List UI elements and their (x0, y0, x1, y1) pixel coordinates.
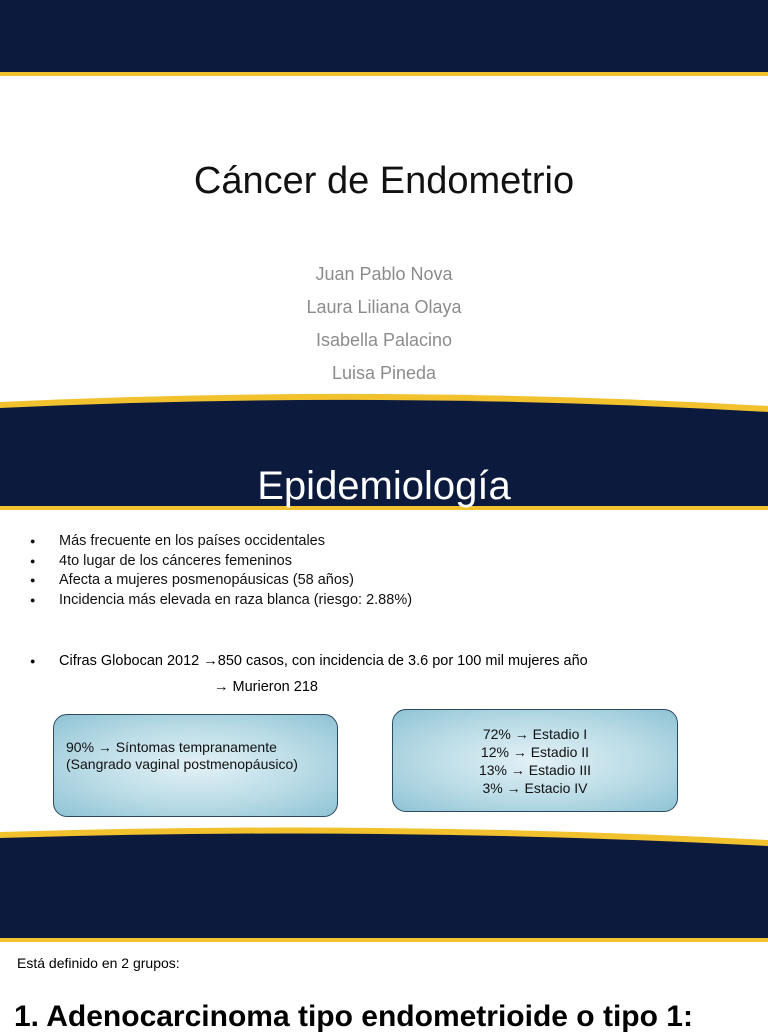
stage-line: 13% → Estadio III (478, 762, 592, 778)
slide-title (0, 0, 768, 432)
slide2-title: Epidemiología (257, 464, 511, 508)
stage-line: 72% → Estadio I (482, 726, 588, 742)
box-line: 90% → Síntomas tempranamente (66, 739, 277, 755)
symptoms-box (53, 714, 338, 817)
stages-box (392, 709, 678, 812)
slide3-intro: Está definido en 2 grupos: (17, 955, 180, 971)
deaths-line: → Murieron 218 (214, 679, 318, 695)
slide3-heading: 1. Adenocarcinoma tipo endometrioide o tipo 1: (14, 1000, 693, 1033)
stage-line: 12% → Estadio II (480, 744, 590, 760)
globocan-bullet: ● Cifras Globocan 2012 →850 casos, con incidencia de 3.6 por 100 mil mujeres año (30, 652, 588, 671)
author: Isabella Palacino (315, 330, 453, 350)
bottom-wave (0, 392, 768, 432)
author: Laura Liliana Olaya (306, 297, 462, 317)
bullet-item: ● Afecta a mujeres posmenopáusicas (58 años) (30, 571, 412, 591)
slide2-bottom-wave (0, 826, 768, 866)
bullet-item: ● Incidencia más elevada en raza blanca (riesgo: 2.88%) (30, 591, 412, 611)
header-gold-stripe (0, 72, 768, 76)
header-band (0, 0, 768, 72)
slide3-header-band (0, 866, 768, 938)
epidemiology-bullets (30, 532, 412, 610)
presentation-title: Cáncer de Endometrio (193, 160, 575, 202)
box-line: (Sangrado vaginal postmenopáusico) (66, 756, 298, 772)
author: Juan Pablo Nova (315, 264, 453, 284)
bullet-item: ● Más frecuente en los países occidentales (30, 532, 412, 552)
stage-line: 3% → Estacio IV (482, 780, 588, 796)
bullet-item: ● 4to lugar de los cánceres femeninos (30, 552, 412, 572)
author-list (0, 258, 768, 390)
author: Luisa Pineda (331, 363, 437, 383)
slide3-gold-stripe (0, 938, 768, 942)
